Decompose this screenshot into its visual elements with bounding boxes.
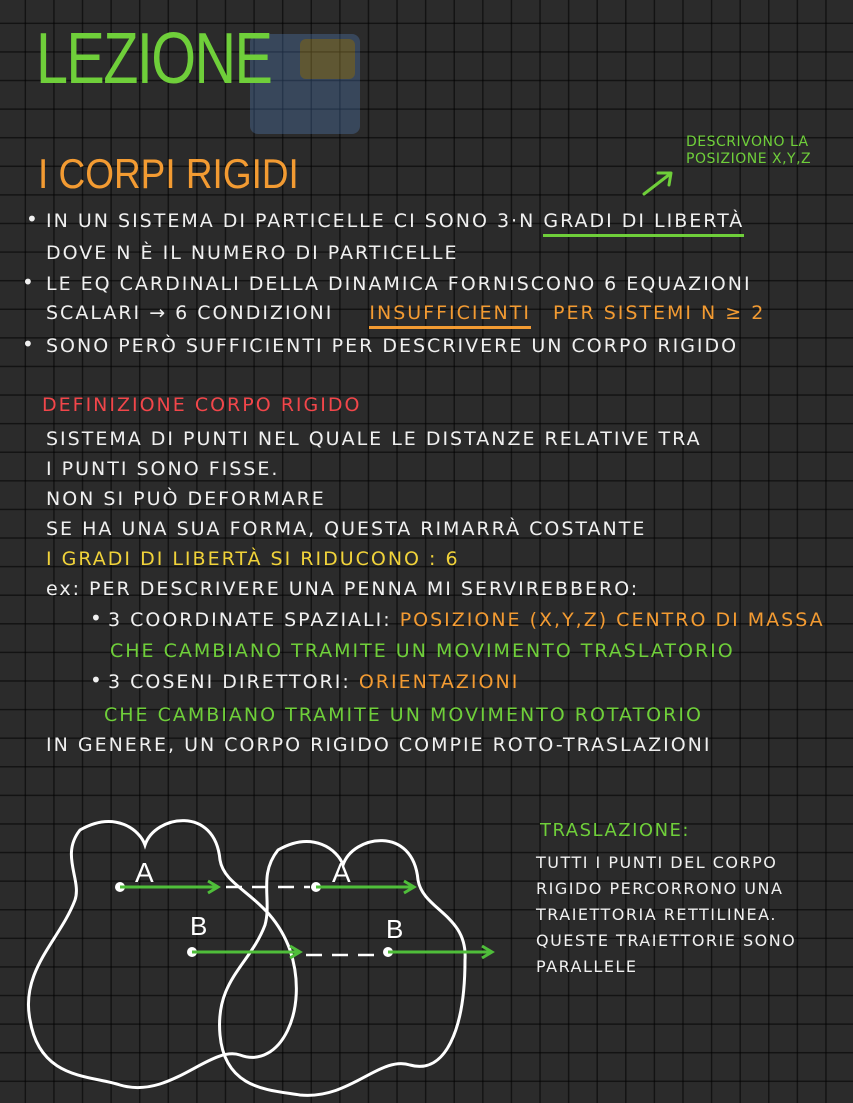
sub-bullet-1-detail: CHE CAMBIANO TRAMITE UN MOVIMENTO TRASLATORIO [110,640,735,662]
bullet-dot: • [90,606,102,630]
definition-line-5: I GRADI DI LIBERTÀ SI RIDUCONO : 6 [46,548,460,570]
definition-heading: DEFINIZIONE CORPO RIGIDO [42,394,362,416]
posizione-highlight: POSIZIONE (X,Y,Z) CENTRO DI MASSA [399,609,825,631]
intro-line-3: LE EQ CARDINALI DELLA DINAMICA FORNISCONO 6 EQUAZIONI [46,273,752,295]
definition-line-1: SISTEMA DI PUNTI NEL QUALE LE DISTANZE RELATIVE TRA [46,428,702,450]
definition-line-4: SE HA UNA SUA FORMA, QUESTA RIMARRÀ COSTANTE [46,518,647,540]
definition-line-6: ex: PER DESCRIVERE UNA PENNA MI SERVIREBBERO: [46,578,640,600]
bullet-dot: • [26,207,38,231]
traslazione-body: TUTTI I PUNTI DEL CORPO RIGIDO PERCORRONO UNA TRAIETTORIA RETTILINEA. QUESTE TRAIETTORIE SONO PARALLELE [536,853,797,976]
bullet-dot: • [22,270,34,294]
bullet-dot: • [90,668,102,692]
sub-bullet-2-text: 3 COSENI DIRETTORI: [108,671,351,693]
label-a: A [135,857,154,888]
sub-bullet-2 [108,671,519,693]
side-note: DESCRIVONO LA POSIZIONE X,Y,Z [686,134,812,167]
bullet-dot: • [22,332,34,356]
intro-line-4 [46,302,765,324]
body-outline-left [28,821,296,1088]
arrow-up-right-icon [640,168,676,196]
orientazioni-highlight: ORIENTAZIONI [358,671,520,693]
sub-bullet-1-text: 3 COORDINATE SPAZIALI: [108,609,392,631]
gradi-liberta-highlight: GRADI DI LIBERTÀ [543,210,744,237]
intro-line-2: DOVE N È IL NUMERO DI PARTICELLE [46,242,459,264]
sub-bullet-1 [108,609,825,631]
sub-bullet-2-detail: CHE CAMBIANO TRAMITE UN MOVIMENTO ROTATORIO [104,704,703,726]
insufficienti-highlight: INSUFFICIENTI [369,302,531,329]
section-title: I CORPI RIGIDI [38,150,299,197]
intro-line-1-text: IN UN SISTEMA DI PARTICELLE CI SONO 3·N [46,210,536,232]
intro-line-1 [46,210,744,232]
traslazione-title: TRASLAZIONE: [540,820,690,841]
definition-line-2: I PUNTI SONO FISSE. [46,458,280,480]
page-title: LEZIONE [36,19,272,99]
label-b: B [190,911,208,941]
label-a-translated: A [332,857,351,888]
intro-line-4-text: SCALARI → 6 CONDIZIONI [46,302,334,324]
intro-line-5: SONO PERÒ SUFFICIENTI PER DESCRIVERE UN CORPO RIGIDO [46,335,739,357]
translation-diagram [20,800,520,1100]
definition-line-3: NON SI PUÒ DEFORMARE [46,488,326,510]
definition-line-7: IN GENERE, UN CORPO RIGIDO COMPIE ROTO-TRASLAZIONI [46,734,712,756]
label-b-translated: B [386,914,404,944]
sistemi-note: PER SISTEMI N ≥ 2 [552,302,766,324]
